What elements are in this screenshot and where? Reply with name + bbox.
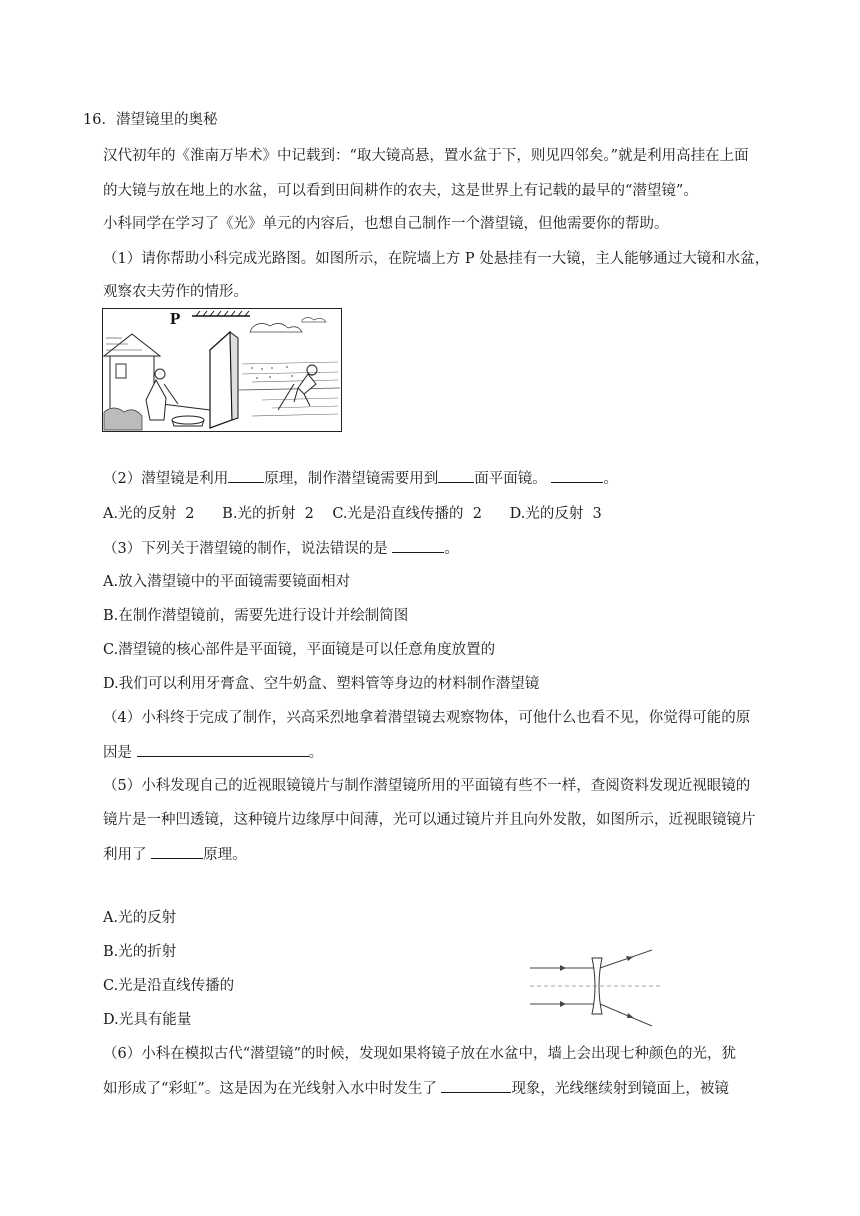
q3-option-a: A.放入潜望镜中的平面镜需要镜面相对 <box>103 574 351 590</box>
mirror-p-label: P <box>170 309 181 328</box>
q2-text-d: 。 <box>603 471 618 487</box>
q4-text <box>103 742 323 763</box>
q4-text-a: 因是 <box>103 745 132 761</box>
q5-text: （5）小科发现自己的近视眼镜镜片与制作潜望镜所用的平面镜有些不一样，查阅资料发现近视眼镜的 <box>103 778 751 794</box>
q3-option-d: D.我们可以利用牙膏盒、空牛奶盒、塑料管等身边的材料制作潜望镜 <box>103 676 540 692</box>
q6-text <box>103 1078 729 1099</box>
q3-text: （3）下列关于潜望镜的制作，说法错误的是 <box>103 541 388 557</box>
q6-answer-blank[interactable] <box>441 1078 511 1093</box>
q2-options: A.光的反射 2 B.光的折射 2 C.光是沿直线传播的 2 D.光的反射 3 <box>103 506 602 522</box>
q2-stem <box>103 468 618 489</box>
q5-option-d: D.光具有能量 <box>103 1012 192 1028</box>
intro-paragraph-line: 汉代初年的《淮南万毕术》中记载到：“取大镜高悬，置水盆于下，则见四邻矣。”就是利用高挂在上面 <box>103 148 749 164</box>
q6-text-b: 现象，光线继续射到镜面上，被镜 <box>511 1081 729 1097</box>
q2-text-b: 原理，制作潜望镜需要用到 <box>264 471 439 487</box>
q5-text-b: 原理。 <box>203 847 247 863</box>
q1-text: 观察农夫劳作的情形。 <box>103 284 248 300</box>
intro-paragraph-line: 小科同学在学习了《光》单元的内容后，也想自己制作一个潜望镜，但他需要你的帮助。 <box>103 216 669 232</box>
intro-paragraph-line: 的大镜与放在地上的水盆，可以看到田间耕作的农夫，这是世界上有记载的最早的“潜望镜”。 <box>103 183 698 199</box>
q1-text: （1）请你帮助小科完成光路图。如图所示，在院墙上方 P 处悬挂有一大镜，主人能够通过大镜和水盆， <box>103 251 770 267</box>
q4-text: （4）小科终于完成了制作，兴高采烈地拿着潜望镜去观察物体，可他什么也看不见，你觉得可能的原 <box>103 710 751 726</box>
q4-answer-blank[interactable] <box>137 742 309 757</box>
q6-text-a: 如形成了“彩虹”。这是因为在光线射入水中时发生了 <box>103 1081 437 1097</box>
q6-text: （6）小科在模拟古代“潜望镜”的时候，发现如果将镜子放在水盆中，墙上会出现七种颜色的光，犹 <box>103 1046 737 1062</box>
question-title: 16．潜望镜里的奥秘 <box>83 112 218 128</box>
courtyard-figure <box>102 308 342 432</box>
q2-text-c: 面平面镜。 <box>474 471 547 487</box>
q5-option-a: A.光的反射 <box>103 910 177 926</box>
q5-answer-blank[interactable] <box>151 844 203 859</box>
q2-text-a: （2）潜望镜是利用 <box>103 471 229 487</box>
concave-lens-figure <box>530 944 666 1034</box>
q5-text-a: 利用了 <box>103 847 147 863</box>
q5-text: 镜片是一种凹透镜，这种镜片边缘厚中间薄，光可以通过镜片并且向外发散，如图所示，近视眼镜镜片 <box>103 812 756 828</box>
q3-answer-blank[interactable] <box>392 538 444 553</box>
q5-option-c: C.光是沿直线传播的 <box>103 978 235 994</box>
q2-blank-count[interactable] <box>438 468 474 483</box>
q5-text <box>103 844 247 865</box>
q3-stem <box>103 538 459 559</box>
q2-answer-blank[interactable] <box>551 468 603 483</box>
q3-option-c: C.潜望镜的核心部件是平面镜，平面镜是可以任意角度放置的 <box>103 642 496 658</box>
q4-text-b: 。 <box>308 745 324 761</box>
q3-option-b: B.在制作潜望镜前，需要先进行设计并绘制简图 <box>103 608 409 624</box>
q2-blank-principle[interactable] <box>228 468 264 483</box>
q3-text-end: 。 <box>444 541 459 557</box>
q5-option-b: B.光的折射 <box>103 944 177 960</box>
